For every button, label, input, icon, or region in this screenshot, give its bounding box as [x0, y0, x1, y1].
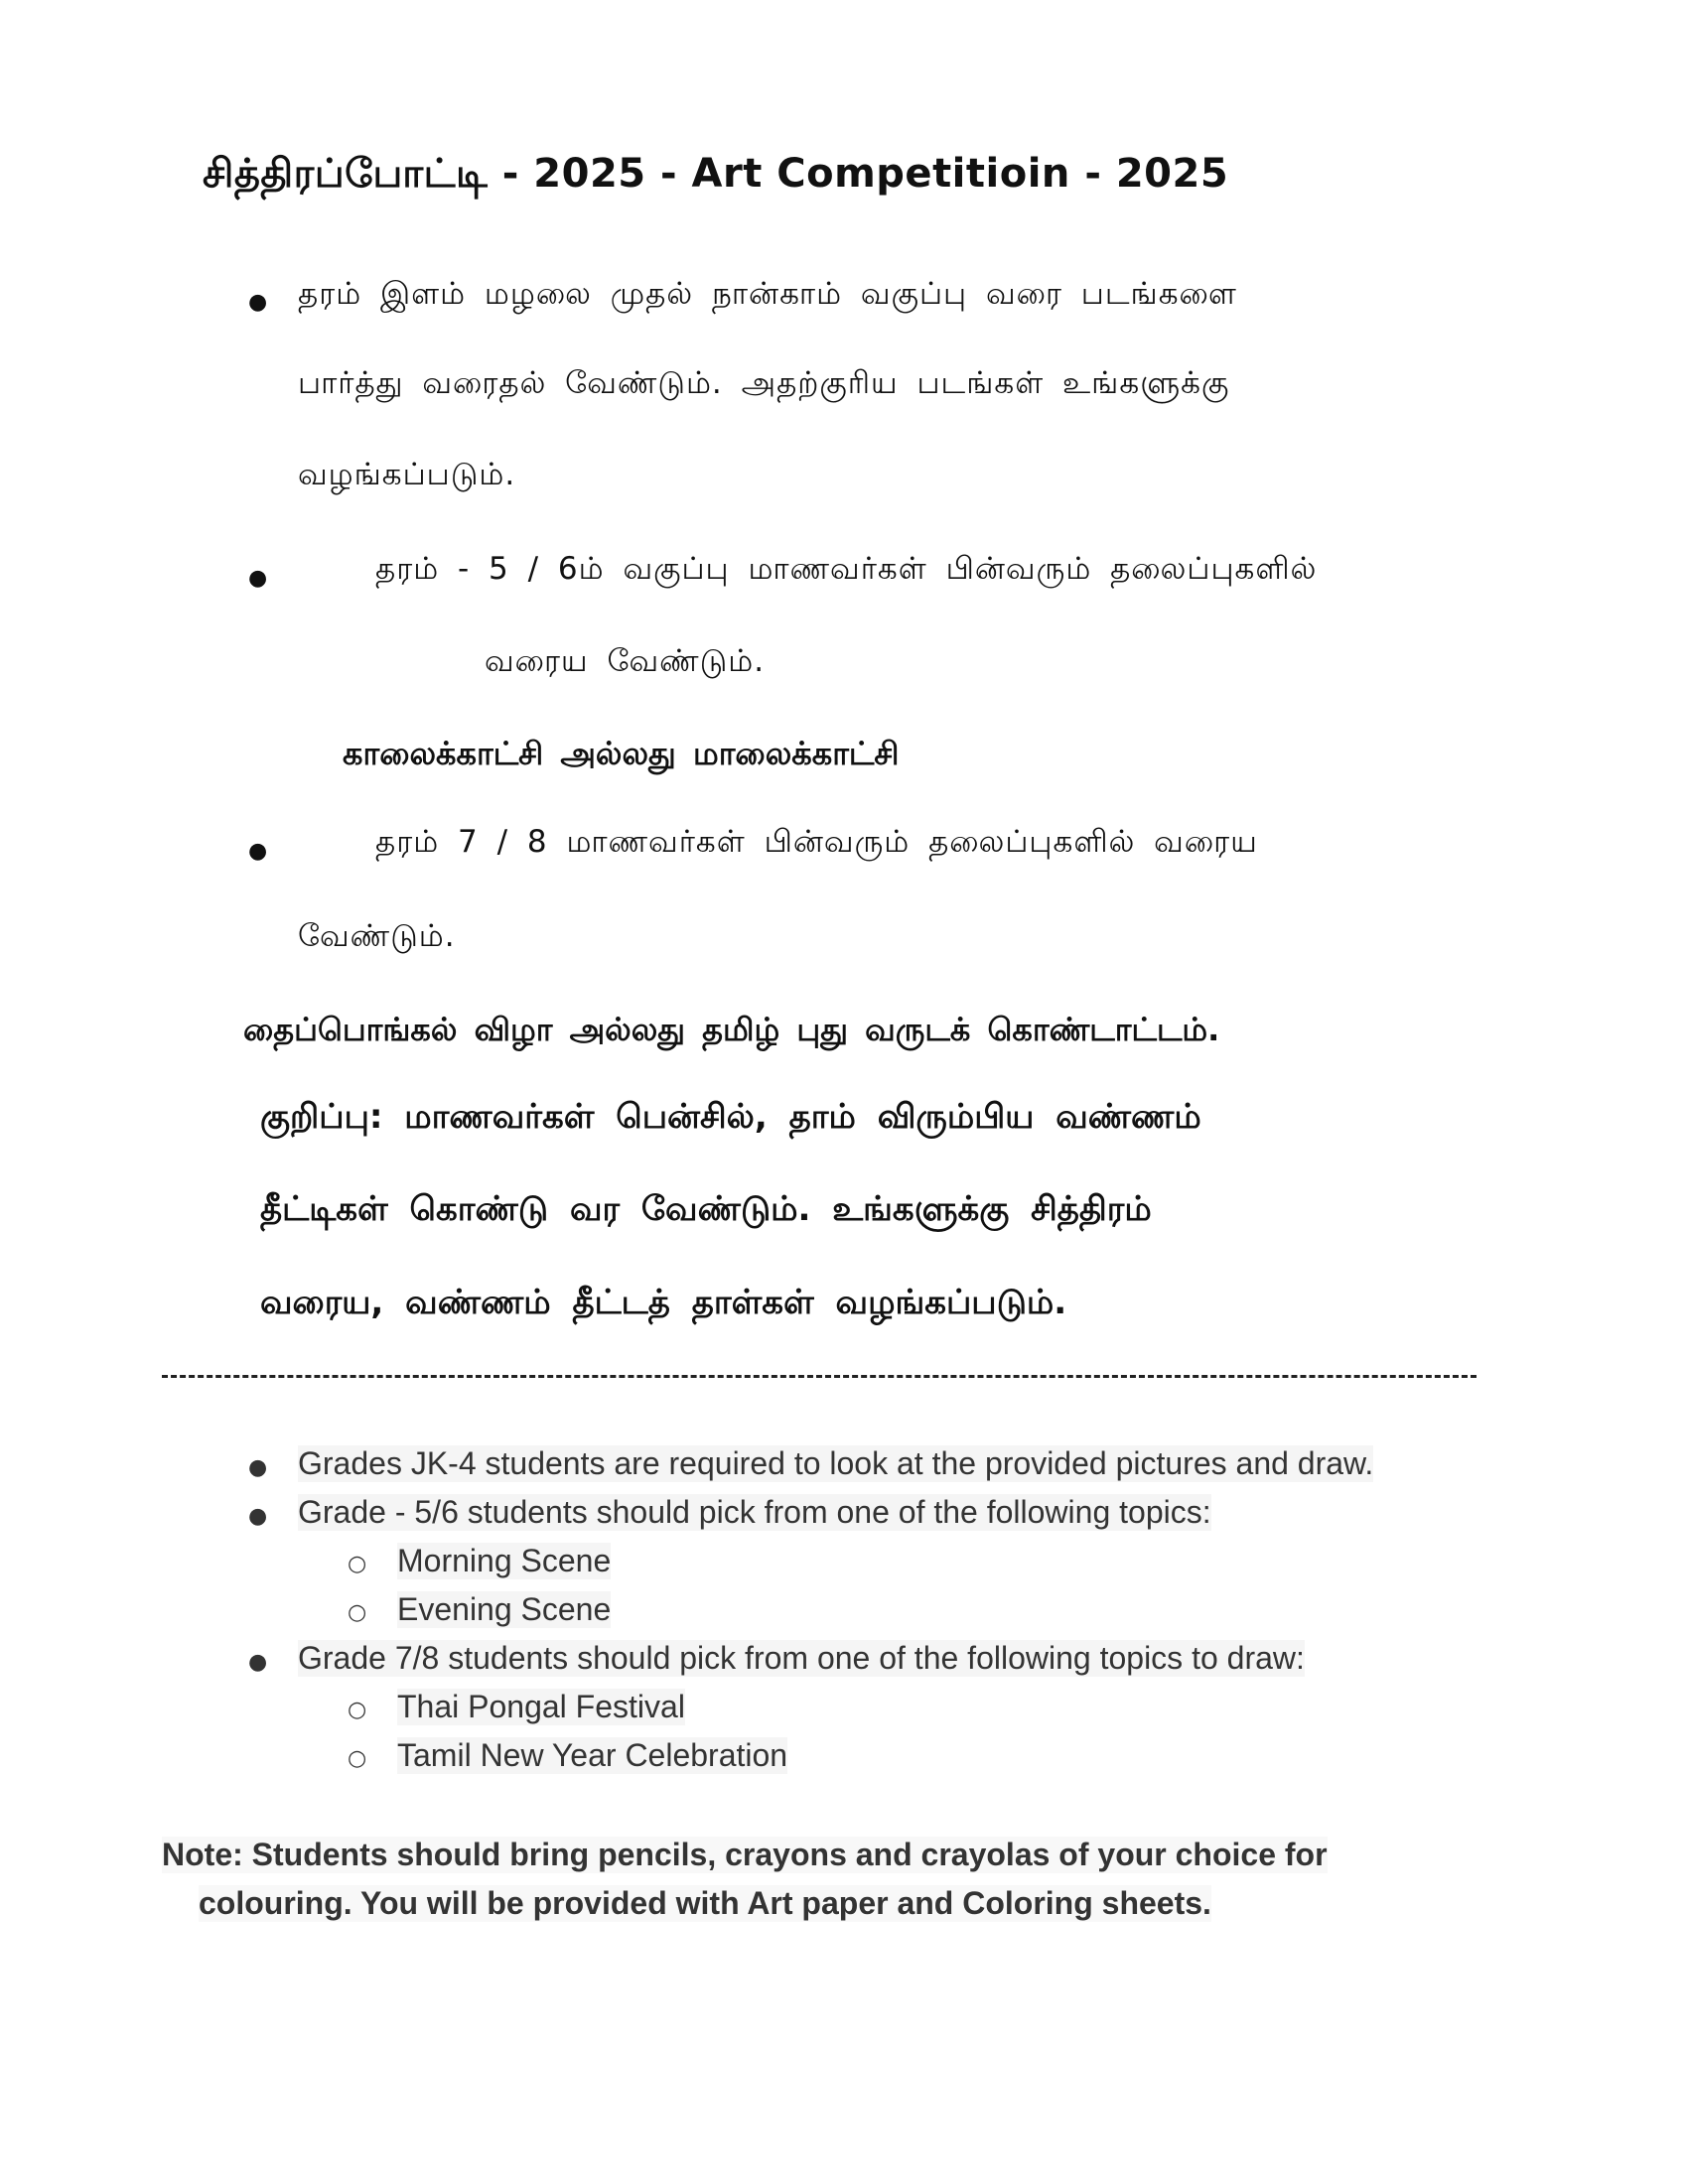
bullet-icon: ●: [248, 566, 268, 591]
tamil-item1-line3: வழங்கப்படும்.: [298, 457, 516, 492]
english-item3: Grade 7/8 students should pick from one of the following topics to draw:: [298, 1640, 1305, 1676]
english-note-line2: colouring. You will be provided with Art paper and Coloring sheets.: [199, 1885, 1211, 1921]
tamil-item2-line1: தரம் - 5 / 6ம் வகுப்பு மாணவர்கள் பின்வரும் தலைப்புகளில்: [375, 551, 1318, 587]
tamil-note-line3: வரைய, வண்ணம் தீட்டத் தாள்கள் வழங்கப்படும்.: [260, 1283, 1067, 1322]
tamil-item3-line1: தரம் 7 / 8 மாணவர்கள் பின்வரும் தலைப்புகளில் வரைய: [375, 824, 1258, 860]
tamil-topic-2: தைப்பொங்கல் விழா அல்லது தமிழ் புது வருடக் கொண்டாட்டம்.: [243, 1011, 1220, 1048]
circle-bullet-icon: ○: [348, 1552, 367, 1576]
circle-bullet-icon: ○: [348, 1600, 367, 1625]
english-item2-sub2: Evening Scene: [397, 1591, 612, 1627]
tamil-item1-line2: பார்த்து வரைதல் வேண்டும். அதற்குரிய படங்கள் உங்களுக்கு: [298, 365, 1230, 401]
tamil-note-line1: குறிப்பு: மாணவர்கள் பென்சில், தாம் விரும்பிய வண்ணம்: [260, 1097, 1201, 1137]
bullet-icon: ●: [248, 1504, 268, 1529]
bullet-icon: ●: [248, 839, 268, 864]
bullet-icon: ●: [248, 1455, 268, 1480]
english-item2-sub1: Morning Scene: [397, 1543, 612, 1578]
tamil-item2-line2: வரைய வேண்டும்.: [485, 643, 766, 679]
page-title: சித்திரப்போட்டி - 2025 - Art Competitioin - 2025: [203, 151, 1229, 197]
circle-bullet-icon: ○: [348, 1746, 367, 1771]
tamil-note-line2: தீட்டிகள் கொண்டு வர வேண்டும். உங்களுக்கு சித்திரம்: [260, 1189, 1152, 1229]
circle-bullet-icon: ○: [348, 1698, 367, 1722]
english-item3-sub2: Tamil New Year Celebration: [397, 1737, 788, 1773]
bullet-icon: ●: [248, 1650, 268, 1675]
bullet-icon: ●: [248, 290, 268, 315]
english-item1: Grades JK-4 students are required to look at the provided pictures and draw.: [298, 1445, 1374, 1481]
section-divider: [162, 1375, 1477, 1378]
english-item3-sub1: Thai Pongal Festival: [397, 1689, 685, 1724]
english-note-line1: Note: Students should bring pencils, crayons and crayolas of your choice for: [162, 1837, 1328, 1872]
tamil-topic-1: காலைக்காட்சி அல்லது மாலைக்காட்சி: [343, 735, 900, 772]
tamil-item1-line1: தரம் இளம் மழலை முதல் நான்காம் வகுப்பு வரை படங்களை: [298, 276, 1237, 312]
tamil-item3-line2: வேண்டும்.: [298, 918, 456, 954]
english-item2: Grade - 5/6 students should pick from one of the following topics:: [298, 1494, 1211, 1530]
